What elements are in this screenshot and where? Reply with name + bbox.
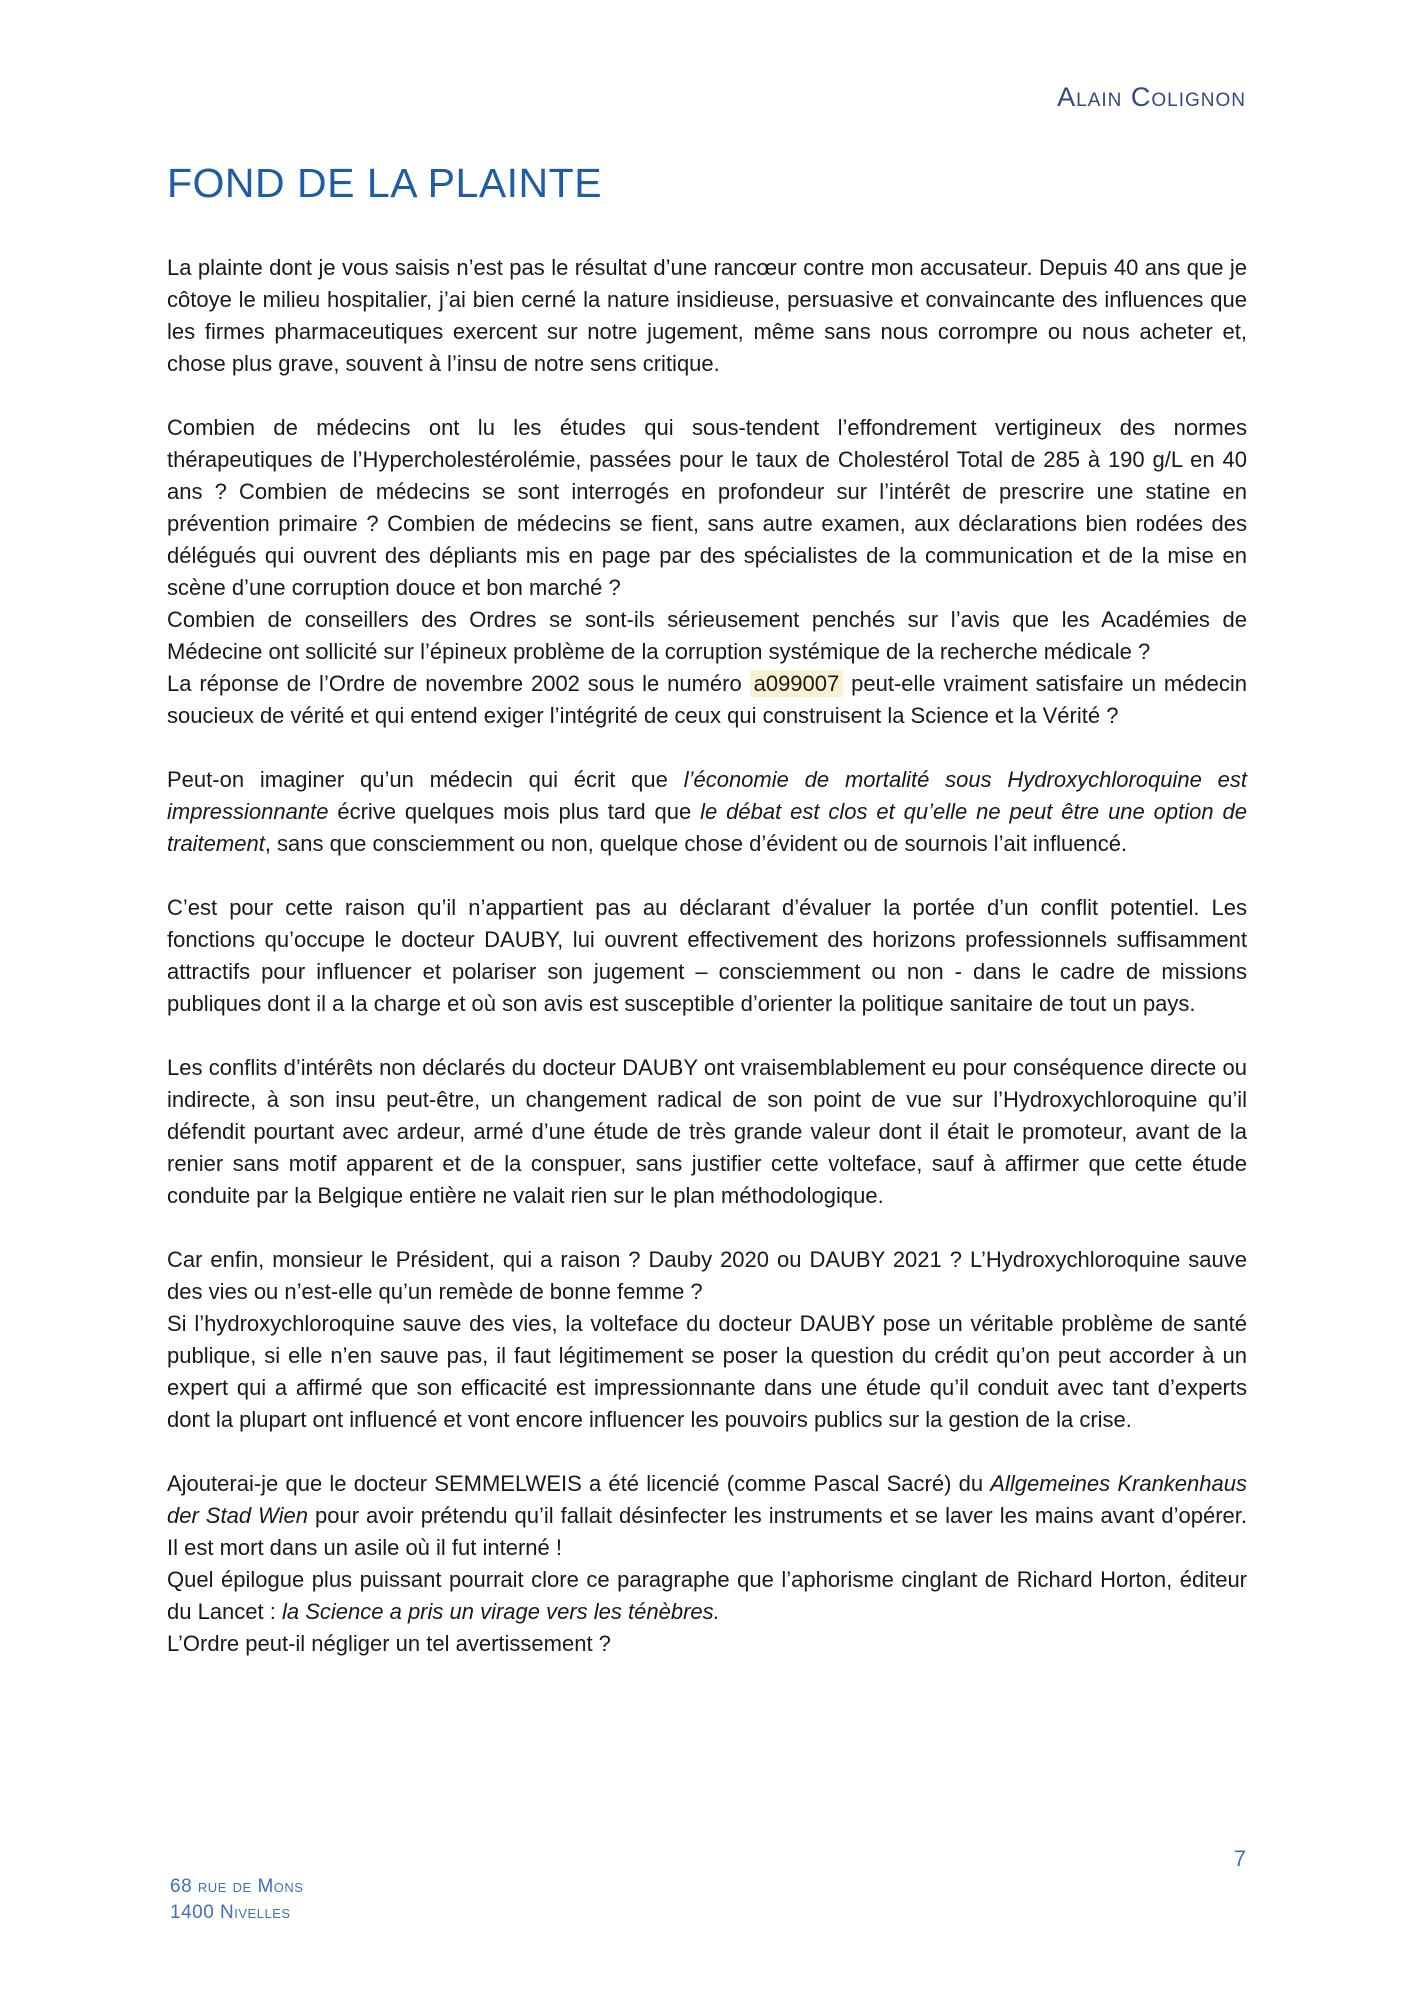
italic-quote: le débat est clos et qu’elle ne peut être une option de traitement	[167, 799, 1247, 856]
document-body	[167, 252, 1247, 1660]
text-run: La réponse de l’Ordre de novembre 2002 sous le numéro	[167, 671, 750, 696]
highlighted-case-number: a099007	[750, 670, 844, 697]
text-run: Ajouterai-je que le docteur SEMMELWEIS a été licencié (comme Pascal Sacré) du	[167, 1471, 991, 1496]
text-run: La plainte dont je vous saisis n’est pas le résultat d’une rancœur contre mon accusateur. Depuis 40 ans que je côtoye le milieu hospitalier, j’ai bien cerné la nature insidieuse, persuasive et convaincante des influences que les firmes pharmaceutiques exercent sur notre jugement, même sans nous corrompre ou nous acheter et, chose plus grave, souvent à l’insu de notre sens critique.	[167, 255, 1247, 376]
paragraph	[167, 892, 1247, 1020]
paragraph-block	[167, 1244, 1247, 1436]
text-run: Car enfin, monsieur le Président, qui a raison ? Dauby 2020 ou DAUBY 2021 ? L’Hydroxychloroquine sauve des vies ou n’est-elle qu’un remède de bonne femme ?	[167, 1247, 1247, 1304]
paragraph	[167, 1052, 1247, 1212]
text-run: , sans que consciemment ou non, quelque chose d’évident ou de sournois l’ait influencé.	[264, 831, 1128, 856]
text-run: L’Ordre peut-il négliger un tel avertissement ?	[167, 1631, 611, 1656]
italic-quote: la Science a pris un virage vers les ténèbres.	[281, 1599, 720, 1624]
text-run: Peut-on imaginer qu’un médecin qui écrit que	[167, 767, 684, 792]
text-run: Combien de médecins ont lu les études qui sous-tendent l’effondrement vertigineux des normes thérapeutiques de l’Hypercholestérolémie, passées pour le taux de Cholestérol Total de 285 à 190 g/L en 40 ans ? Combien de médecins se sont interrogés en profondeur sur l’intérêt de prescrire une statine en prévention primaire ? Combien de médecins se fient, sans autre examen, aux déclarations bien rodées des délégués qui ouvrent des dépliants mis en page par des spécialistes de la communication et de la mise en scène d’une corruption douce et bon marché ?	[167, 415, 1247, 600]
text-run: écrive quelques mois plus tard que	[328, 799, 701, 824]
footer-address-line1: 68 rue de Mons	[170, 1876, 304, 1897]
paragraph	[167, 252, 1247, 380]
paragraph-block	[167, 252, 1247, 380]
paragraph	[167, 412, 1247, 604]
footer-address-line2: 1400 Nivelles	[170, 1902, 291, 1923]
page-title: FOND DE LA PLAINTE	[167, 160, 603, 206]
page-header	[1057, 82, 1246, 113]
text-run: Quel épilogue plus puissant pourrait clore ce paragraphe que l’aphorisme cinglant de Richard Horton, éditeur du Lancet :	[167, 1567, 1247, 1624]
page-number: 7	[1233, 1846, 1246, 1871]
paragraph	[167, 764, 1247, 860]
text-run: Si l’hydroxychloroquine sauve des vies, la volteface du docteur DAUBY pose un véritable problème de santé publique, si elle n’en sauve pas, il faut légitimement se poser la question du crédit qu’on peut accorder à un expert qui a affirmé que son efficacité est impressionnante dans une étude qu’il conduit avec tant d’experts dont la plupart ont influencé et vont encore influencer les pouvoirs publics sur la gestion de la crise.	[167, 1311, 1247, 1432]
paragraph	[167, 604, 1247, 668]
paragraph-block	[167, 764, 1247, 860]
paragraph-block	[167, 412, 1247, 732]
paragraph-block	[167, 892, 1247, 1020]
text-run: Les conflits d’intérêts non déclarés du docteur DAUBY ont vraisemblablement eu pour conséquence directe ou indirecte, à son insu peut-être, un changement radical de son point de vue sur l’Hydroxychloroquine qu’il défendit pourtant avec ardeur, armé d’une étude de très grande valeur dont il était le promoteur, avant de la renier sans motif apparent et de la conspuer, sans justifier cette volteface, sauf à affirmer que cette étude conduite par la Belgique entière ne valait rien sur le plan méthodologique.	[167, 1055, 1247, 1208]
text-run: Combien de conseillers des Ordres se sont-ils sérieusement penchés sur l’avis que les Académies de Médecine ont sollicité sur l’épineux problème de la corruption systémique de la recherche médicale ?	[167, 607, 1247, 664]
author-name: Alain Colignon	[1057, 82, 1246, 112]
text-run: C’est pour cette raison qu’il n’appartient pas au déclarant d’évaluer la portée d’un conflit potentiel. Les fonctions qu’occupe le docteur DAUBY, lui ouvrent effectivement des horizons professionnels suffisamment attractifs pour influencer et polariser son jugement – consciemment ou non - dans le cadre de missions publiques dont il a la charge et où son avis est susceptible d’orienter la politique sanitaire de tout un pays.	[167, 895, 1247, 1016]
paragraph	[167, 1308, 1247, 1436]
page-footer	[170, 1874, 303, 1926]
paragraph	[167, 1468, 1247, 1564]
paragraph	[167, 1244, 1247, 1308]
paragraph-block	[167, 1468, 1247, 1660]
text-run: peut-elle vraiment satisfaire un médecin soucieux de vérité et qui entend exiger l’intégrité de ceux qui construisent la Science et la Vérité ?	[167, 671, 1248, 728]
italic-quote: Allgemeines Krankenhaus der Stad Wien	[167, 1471, 1247, 1528]
paragraph-block	[167, 1052, 1247, 1212]
paragraph	[167, 1628, 1247, 1660]
paragraph	[167, 1564, 1247, 1628]
paragraph	[167, 668, 1247, 732]
text-run: pour avoir prétendu qu’il fallait désinfecter les instruments et se laver les mains avant d’opérer. Il est mort dans un asile où il fut interné !	[167, 1503, 1247, 1560]
italic-quote: l’économie de mortalité sous Hydroxychloroquine est impressionnante	[167, 767, 1247, 824]
